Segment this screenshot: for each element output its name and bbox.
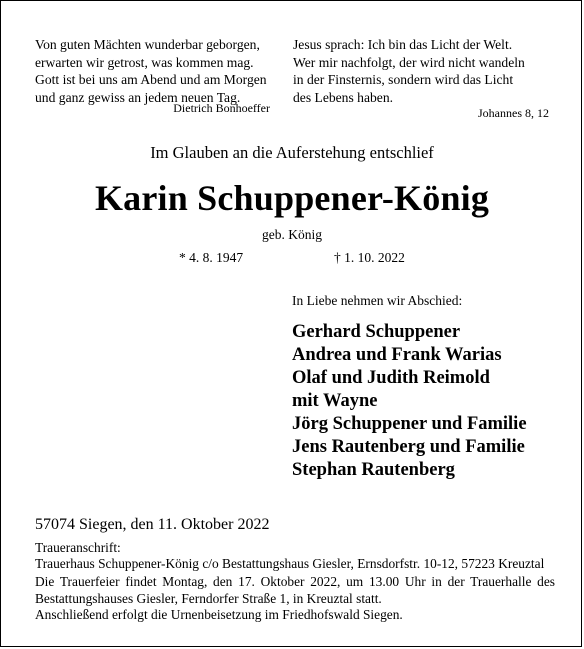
farewell-intro: In Liebe nehmen wir Abschied: — [292, 293, 463, 308]
quote-right-line-4: des Lebens haben. — [293, 89, 394, 105]
quote-left-line-4: und ganz gewiss an jedem neuen Tag. — [35, 89, 241, 105]
quote-left-line-3: Gott ist bei uns am Abend und am Morgen — [35, 72, 267, 87]
mourners-list — [292, 321, 527, 482]
mourner-3: Olaf und Judith Reimold — [292, 368, 490, 388]
deceased-name: Karin Schuppener-König — [94, 178, 490, 218]
quote-right-source: Johannes 8, 12 — [478, 106, 549, 120]
mourner-4: mit Wayne — [292, 391, 378, 411]
quote-right-line-3: in der Finsternis, sondern wird das Licht — [293, 72, 514, 87]
bonhoeffer-quote — [35, 36, 280, 106]
place-date: 57074 Siegen, den 11. Oktober 2022 — [35, 516, 270, 533]
quote-right-line-2: Wer mir nachfolgt, der wird nicht wandeln — [293, 54, 525, 70]
quote-left-author: Dietrich Bonhoeffer — [173, 101, 270, 115]
mourning-address: Trauerhaus Schuppener-König c/o Bestattungshaus Giesler, Ernsdorfstr. 10-12, 57223 Kreuztal — [35, 556, 545, 572]
death-date: † 1. 10. 2022 — [334, 250, 405, 265]
mourner-1: Gerhard Schuppener — [292, 322, 461, 342]
quote-right-line-1: Jesus sprach: Ich bin das Licht der Welt. — [293, 37, 513, 52]
mourner-6: Jens Rautenberg und Familie — [292, 437, 525, 457]
mourner-5: Jörg Schuppener und Familie — [292, 414, 527, 434]
funeral-details — [35, 540, 555, 623]
quote-left-line-1: Von guten Mächten wunderbar geborgen, — [35, 37, 260, 52]
intro-line: Im Glauben an die Auferstehung entschlief — [150, 143, 434, 162]
burial-info: Anschließend erfolgt die Urnenbeisetzung im Friedhofswald Siegen. — [35, 606, 403, 622]
maiden-name: geb. König — [262, 227, 322, 242]
mourner-7: Stephan Rautenberg — [292, 460, 455, 480]
address-label: Traueranschrift: — [35, 540, 121, 555]
quote-left-line-2: erwarten wir getrost, was kommen mag. — [35, 54, 254, 70]
ceremony-info: Die Trauerfeier findet Montag, den 17. Oktober 2022, um 13.00 Uhr in der Trauerhalle des Bestattungshauses Giesler, Ferndorfer Straße 1, in Kreuztal statt. — [35, 574, 555, 606]
john-quote — [293, 36, 553, 106]
birth-date: * 4. 8. 1947 — [179, 250, 244, 265]
mourner-2: Andrea und Frank Warias — [292, 345, 502, 365]
